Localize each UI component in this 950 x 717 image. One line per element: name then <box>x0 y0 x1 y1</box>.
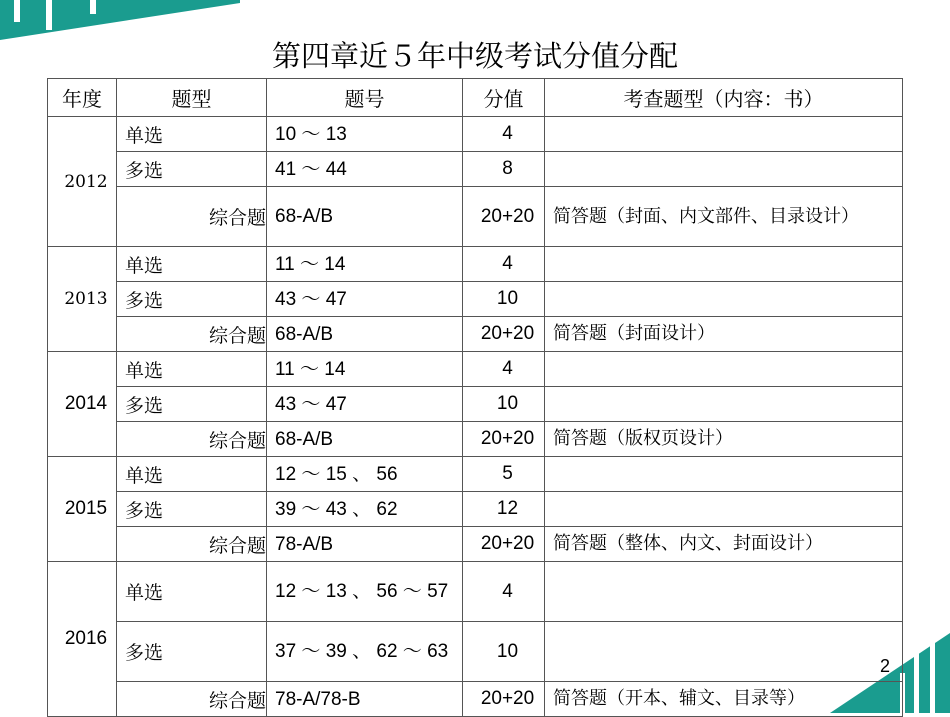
content-cell <box>545 152 903 187</box>
question-number-cell: 12 ～ 13 、 56 ～ 57 <box>267 562 463 622</box>
question-number-cell: 12 ～ 15 、 56 <box>267 457 463 492</box>
content-cell <box>545 387 903 422</box>
content-cell <box>545 492 903 527</box>
table-row <box>48 622 903 682</box>
score-cell: 8 <box>463 152 545 187</box>
header-content: 考查题型（内容：书） <box>545 79 903 117</box>
year-cell: 2015 <box>48 457 117 562</box>
content-cell <box>545 622 903 682</box>
table-row <box>48 422 903 457</box>
question-number-cell: 43 ～ 47 <box>267 387 463 422</box>
question-type-cell: 综合题 <box>117 527 267 562</box>
table-row <box>48 152 903 187</box>
score-cell: 20+20 <box>463 317 545 352</box>
question-type-cell: 综合题 <box>117 422 267 457</box>
year-cell: 2012 <box>48 117 117 247</box>
year-cell: 2014 <box>48 352 117 457</box>
score-distribution-table <box>47 78 903 717</box>
question-type-cell: 单选 <box>117 117 267 152</box>
question-number-cell: 11 ～ 14 <box>267 247 463 282</box>
score-cell: 10 <box>463 282 545 317</box>
score-cell: 20+20 <box>463 422 545 457</box>
year-cell: 2016 <box>48 562 117 717</box>
score-cell: 4 <box>463 247 545 282</box>
score-cell: 4 <box>463 352 545 387</box>
year-cell: 2013 <box>48 247 117 352</box>
content-cell <box>545 352 903 387</box>
table-row <box>48 247 903 282</box>
question-number-cell: 43 ～ 47 <box>267 282 463 317</box>
header-question-type: 题型 <box>117 79 267 117</box>
table-row <box>48 282 903 317</box>
question-type-cell: 多选 <box>117 282 267 317</box>
table-row <box>48 117 903 152</box>
question-type-cell: 多选 <box>117 492 267 527</box>
content-cell <box>545 282 903 317</box>
content-cell: 简答题（开本、辅文、目录等） <box>545 682 903 717</box>
content-cell <box>545 457 903 492</box>
score-cell: 12 <box>463 492 545 527</box>
score-cell: 20+20 <box>463 682 545 717</box>
table-row <box>48 682 903 717</box>
table-row <box>48 562 903 622</box>
question-type-cell: 单选 <box>117 352 267 387</box>
question-number-cell: 68-A/B <box>267 317 463 352</box>
table-row <box>48 352 903 387</box>
content-cell: 简答题（封面设计） <box>545 317 903 352</box>
question-type-cell: 综合题 <box>117 682 267 717</box>
content-cell: 简答题（封面、内文部件、目录设计） <box>545 187 903 247</box>
question-type-cell: 单选 <box>117 457 267 492</box>
table-row <box>48 527 903 562</box>
question-type-cell: 多选 <box>117 387 267 422</box>
score-cell: 10 <box>463 622 545 682</box>
content-cell: 简答题（整体、内文、封面设计） <box>545 527 903 562</box>
header-question-number: 题号 <box>267 79 463 117</box>
table-row <box>48 187 903 247</box>
question-type-cell: 单选 <box>117 562 267 622</box>
score-cell: 4 <box>463 117 545 152</box>
slide-title: 第四章近５年中级考试分值分配 <box>271 39 678 73</box>
content-cell <box>545 562 903 622</box>
question-number-cell: 41 ～ 44 <box>267 152 463 187</box>
question-type-cell: 多选 <box>117 152 267 187</box>
score-cell: 5 <box>463 457 545 492</box>
question-number-cell: 78-A/78-B <box>267 682 463 717</box>
score-cell: 20+20 <box>463 187 545 247</box>
question-number-cell: 10 ～ 13 <box>267 117 463 152</box>
question-type-cell: 多选 <box>117 622 267 682</box>
page-number: 2 <box>880 656 891 676</box>
score-cell: 20+20 <box>463 527 545 562</box>
header-score: 分值 <box>463 79 545 117</box>
question-type-cell: 单选 <box>117 247 267 282</box>
score-cell: 4 <box>463 562 545 622</box>
question-number-cell: 78-A/B <box>267 527 463 562</box>
table-header-row <box>48 79 903 117</box>
content-cell: 简答题（版权页设计） <box>545 422 903 457</box>
table-row <box>48 317 903 352</box>
score-cell: 10 <box>463 387 545 422</box>
table-row <box>48 457 903 492</box>
question-number-cell: 68-A/B <box>267 422 463 457</box>
question-number-cell: 37 ～ 39 、 62 ～ 63 <box>267 622 463 682</box>
content-cell <box>545 117 903 152</box>
table-row <box>48 492 903 527</box>
header-year: 年度 <box>48 79 117 117</box>
table-row <box>48 387 903 422</box>
question-type-cell: 综合题 <box>117 317 267 352</box>
question-number-cell: 39 ～ 43 、 62 <box>267 492 463 527</box>
question-type-cell: 综合题 <box>117 187 267 247</box>
question-number-cell: 68-A/B <box>267 187 463 247</box>
question-number-cell: 11 ～ 14 <box>267 352 463 387</box>
content-cell <box>545 247 903 282</box>
